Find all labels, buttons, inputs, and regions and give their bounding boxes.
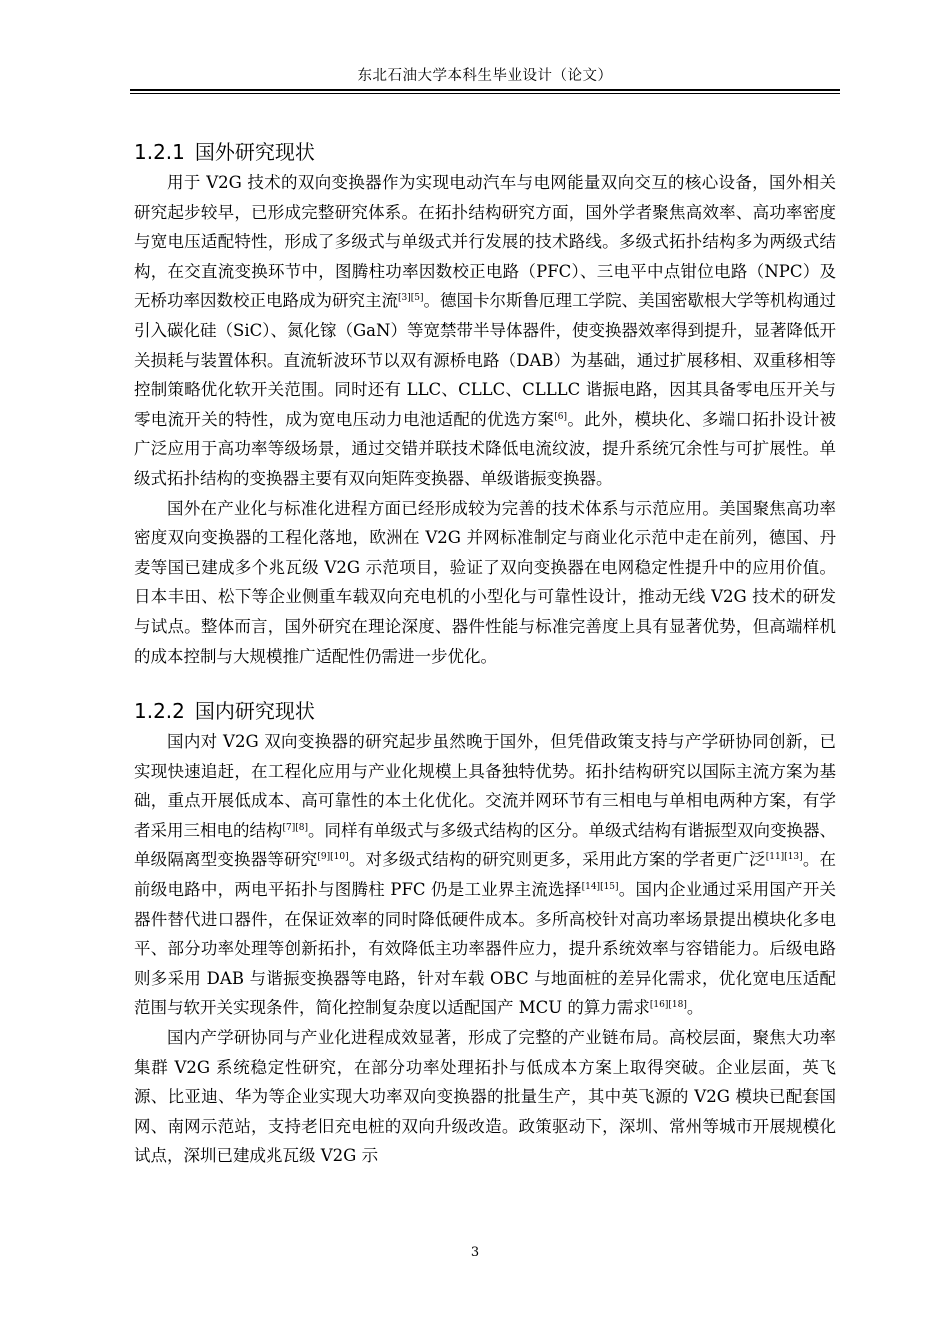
citation-ref: [16][18] (649, 1000, 687, 1011)
paragraph-text: 。同样有单级式与多级式结构的区分。单级式结构有谐振型双向变换器、单级隔离型变换器等研究 (134, 820, 836, 870)
paragraph-text: 。国内企业通过采用国产开关器件替代进口器件，在保证效率的同时降低硬件成本。多所高校针对高功率场景提出模块化多电平、部分功率处理等创新拓扑，有效降低主功率器件应力，提升系统效率与容错能力。后级电路则多采用 DAB 与谐振变换器等电路，针对车载 OBC 与地面桩的差异化需求，优化宽电压适配范围与软开关实现条件，简化控制复杂度以适配国产 MCU 的算力需求 (134, 880, 837, 1018)
running-header: 东北石油大学本科生毕业设计（论文） (357, 68, 613, 84)
section-number: 1.2.2 (134, 699, 185, 724)
citation-ref: [3][5] (398, 293, 424, 304)
paragraph-text: 。此外，模块化、多端口拓扑设计被广泛应用于高功率等级场景，通过交错并联技术降低电流纹波，提升系统冗余性与可扩展性。单级式拓扑结构的变换器主要有双向矩阵变换器、单级谐振变换器。 (134, 409, 837, 488)
header-rule-thin (130, 93, 840, 94)
paragraph (134, 168, 836, 494)
section-heading-foreign (134, 136, 836, 168)
paragraph-text: 国外在产业化与标准化进程方面已经形成较为完善的技术体系与示范应用。美国聚焦高功率密度双向变换器的工程化落地，欧洲在 V2G 并网标准制定与商业化示范中走在前列，德国、丹麦等国已建成多个兆瓦级 V2G 示范项目，验证了双向变换器在电网稳定性提升中的应用价值。日本丰田、松下等企业侧重车载双向充电机的小型化与可靠性设计，推动无线 V2G 技术的研发与试点。整体而言，国外研究在理论深度、器件性能与标准完善度上具有显著优势，但高端样机的成本控制与大规模推广适配性仍需进一步优化。 (134, 498, 836, 666)
paragraph (134, 494, 836, 672)
citation-ref: [7][8] (282, 822, 308, 833)
paragraph-text: 。德国卡尔斯鲁厄理工学院、美国密歇根大学等机构通过引入碳化硅（SiC）、氮化镓（GaN）等宽禁带半导体器件，使变换器效率得到提升，显著降低开关损耗与装置体积。直流斩波环节以双有源桥电路（DAB）为基础，通过扩展移相、双重移相等控制策略优化软开关范围。同时还有 LLC、CLLC、CLLLC 谐振电路，因其具备零电压开关与零电流开关的特性，成为宽电压动力电池适配的优选方案 (134, 291, 836, 429)
paragraph-text: 。对多级式结构的研究则更多，采用此方案的学者更广泛 (348, 850, 766, 870)
citation-ref: [11][13] (765, 852, 803, 863)
citation-ref: [9][10] (317, 852, 349, 863)
paragraph-text: 。在前级电路中，两电平拓扑与图腾柱 PFC 仍是工业界主流选择 (134, 850, 837, 900)
page-number: 3 (470, 1245, 480, 1260)
paragraph-text: 国内对 V2G 双向变换器的研究起步虽然晚于国外，但凭借政策支持与产学研协同创新，已实现快速追赶，在工程化应用与产业化规模上具备独特优势。拓扑结构研究以国际主流方案为基础，重点开展低成本、高可靠性的本土化优化。交流并网环节有三相电与单相电两种方案，有学者采用三相电的结构 (134, 732, 836, 840)
section-heading-domestic (134, 695, 836, 727)
header-rule (130, 89, 840, 91)
document-body (134, 132, 836, 1171)
paragraph (134, 727, 836, 1023)
paragraph (134, 1023, 836, 1171)
section-number: 1.2.1 (134, 140, 185, 164)
paragraph-text: 。 (686, 998, 704, 1018)
citation-ref: [6] (554, 411, 568, 422)
paragraph-text: 国内产学研协同与产业化进程成效显著，形成了完整的产业链布局。高校层面，聚焦大功率集群 V2G 系统稳定性研究，在部分功率处理拓扑与低成本方案上取得突破。企业层面，英飞源、比亚迪、华为等企业实现大功率双向变换器的批量生产，其中英飞源的 V2G 模块已配套国网、南网示范站，支持老旧充电桩的双向升级改造。政策驱动下，深圳、常州等城市开展规模化试点，深圳已建成兆瓦级 V2G 示 (134, 1028, 836, 1166)
section-title: 国外研究现状 (194, 140, 315, 164)
paragraph-text: 用于 V2G 技术的双向变换器作为实现电动汽车与电网能量双向交互的核心设备，国外相关研究起步较早，已形成完整研究体系。在拓扑结构研究方面，国外学者聚焦高效率、高功率密度与宽电压适配特性，形成了多级式与单级式并行发展的技术路线。多级式拓扑结构多为两级式结构，在交直流变换环节中，图腾柱功率因数校正电路（PFC）、三电平中点钳位电路（NPC）及无桥功率因数校正电路成为研究主流 (134, 173, 836, 311)
section-title: 国内研究现状 (194, 699, 315, 724)
citation-ref: [14][15] (581, 882, 619, 893)
